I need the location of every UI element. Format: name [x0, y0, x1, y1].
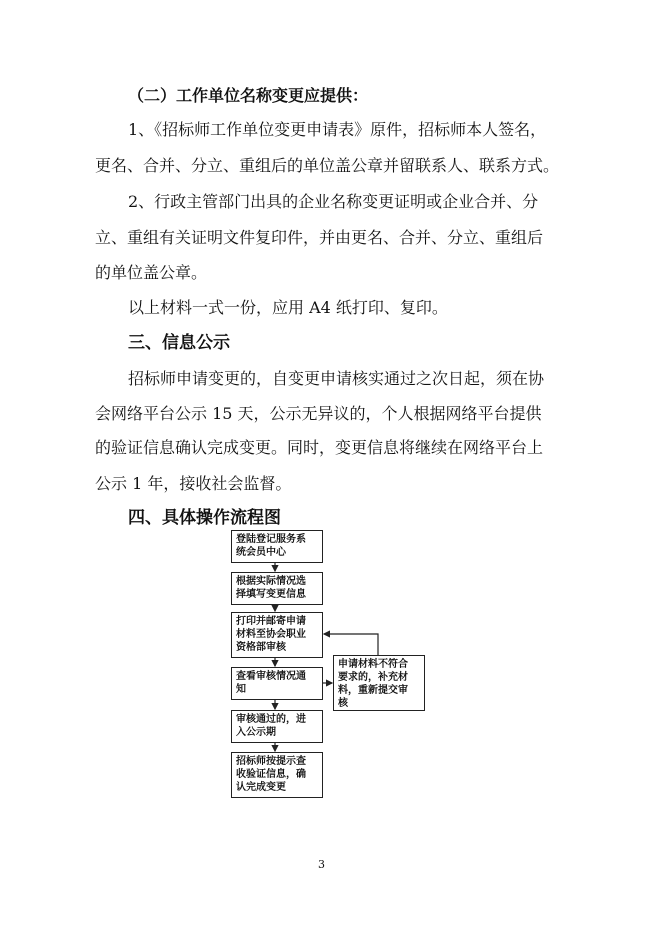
section3-line1: 招标师申请变更的，自变更申请核实通过之次日起，须在协 [128, 369, 545, 388]
page-number: 3 [318, 858, 325, 871]
flow-step-check-notice: 查看审核情况通 知 [231, 667, 323, 700]
flow-step-fill-info: 根据实际情况选 择填写变更信息 [231, 572, 323, 605]
flow-step-publicity: 审核通过的，进 入公示期 [231, 710, 323, 743]
section3-line3: 的验证信息确认完成变更。同时，变更信息将继续在网络平台上 [95, 438, 544, 457]
flow-step-verify-complete: 招标师按提示查 收验证信息，确 认完成变更 [231, 752, 323, 798]
section2-item1-line2: 更名、合并、分立、重组后的单位盖公章并留联系人、联系方式。 [95, 156, 560, 175]
section2-item2-line3: 的单位盖公章。 [95, 263, 208, 282]
section4-heading: 四、具体操作流程图 [128, 508, 281, 528]
section2-heading: （二）工作单位名称变更应提供： [128, 86, 369, 105]
flow-step-login: 登陆登记服务系 统会员中心 [231, 530, 323, 563]
section2-note: 以上材料一式一份，应用 A4 纸打印、复印。 [128, 298, 448, 317]
section2-item2-line2: 立、重组有关证明文件复印件，并由更名、合并、分立、重组后 [95, 228, 544, 247]
section3-line2: 会网络平台公示 15 天，公示无异议的，个人根据网络平台提供 [95, 404, 542, 423]
flow-side-resubmit: 申请材料不符合 要求的，补充材 料，重新提交审 核 [333, 655, 425, 711]
section3-heading: 三、信息公示 [128, 333, 230, 353]
flow-step-mail-materials: 打印并邮寄申请 材料至协会职业 资格部审核 [231, 612, 323, 658]
section2-item2-line1: 2、行政主管部门出具的企业名称变更证明或企业合并、分 [128, 192, 539, 211]
arrow-side-step3 [324, 634, 378, 655]
section2-item1-line1: 1、《招标师工作单位变更申请表》原件，招标师本人签名， [128, 120, 547, 139]
section3-line4: 公示 1 年，接收社会监督。 [95, 474, 292, 493]
